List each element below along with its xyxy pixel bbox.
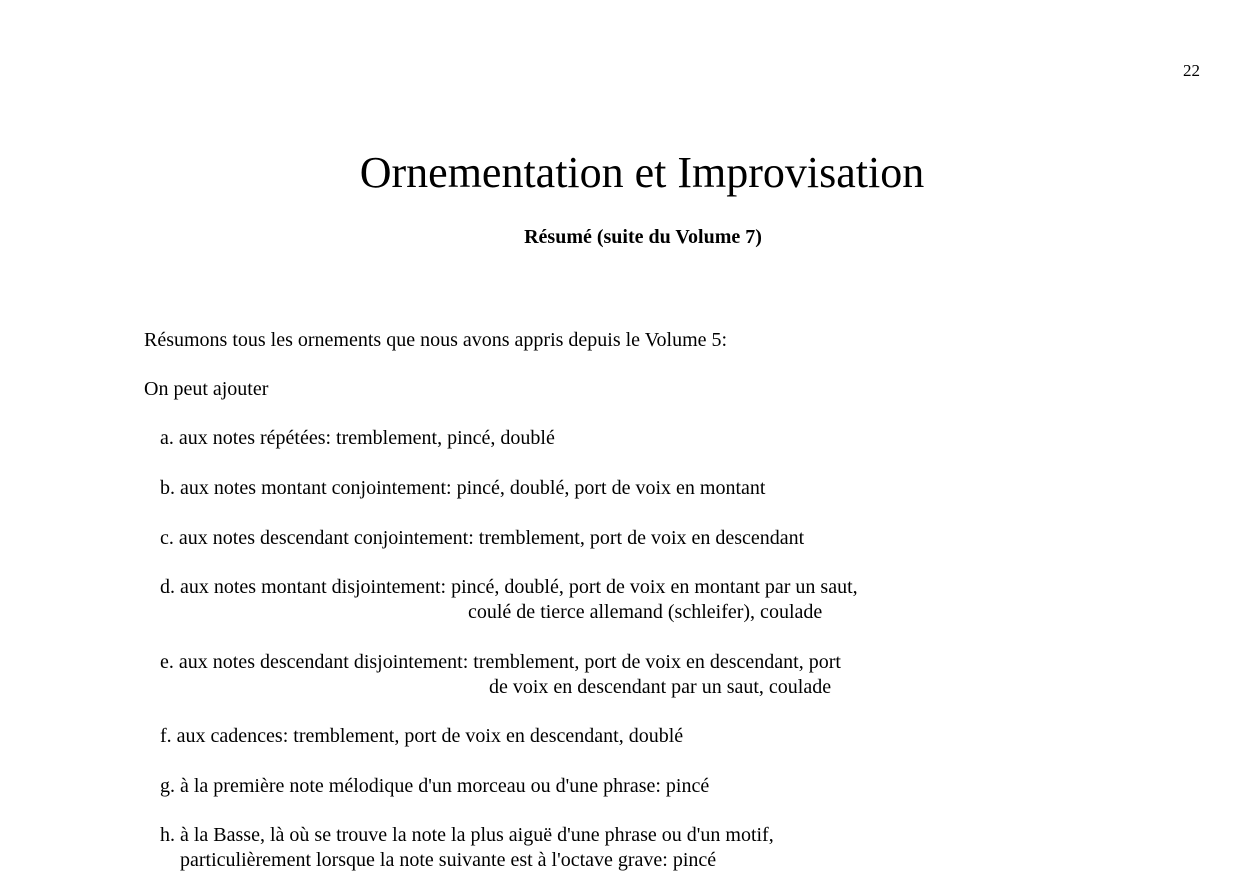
intro-paragraph: Résumons tous les ornements que nous avons appris depuis le Volume 5: (144, 329, 728, 351)
list-item-f (160, 724, 683, 749)
list-item-text: g. à la première note mélodique d'un morceau ou d'une phrase: pincé (160, 775, 710, 797)
list-item-text: h. à la Basse, là où se trouve la note la plus aiguë d'une phrase ou d'un motif, (160, 824, 774, 846)
list-item-continuation: de voix en descendant par un saut, coulade (489, 676, 832, 698)
list-item-text: e. aux notes descendant disjointement: tremblement, port de voix en descendant, port (160, 651, 841, 673)
list-item-d (160, 575, 858, 625)
list-item-h (160, 823, 774, 873)
list-item-e (160, 650, 841, 700)
list-item-g (160, 774, 709, 799)
page-subtitle: Résumé (suite du Volume 7) (524, 226, 762, 248)
page-title: Ornementation et Improvisation (359, 148, 925, 197)
list-item-text: b. aux notes montant conjointement: pincé, doublé, port de voix en montant (160, 477, 766, 499)
list-item-text: d. aux notes montant disjointement: pincé, doublé, port de voix en montant par un saut, (160, 576, 858, 598)
page-number: 22 (1183, 61, 1200, 80)
list-item-text: f. aux cadences: tremblement, port de voix en descendant, doublé (160, 725, 684, 747)
list-item-c (160, 526, 804, 551)
list-item-text: c. aux notes descendant conjointement: tremblement, port de voix en descendant (160, 527, 805, 549)
list-item-continuation: particulièrement lorsque la note suivante est à l'octave grave: pincé (180, 849, 717, 871)
list-item-continuation: coulé de tierce allemand (schleifer), coulade (468, 601, 823, 623)
list-item-text: a. aux notes répétées: tremblement, pincé, doublé (160, 427, 555, 449)
list-item-a (160, 426, 555, 451)
list-item-b (160, 476, 765, 501)
lead-paragraph: On peut ajouter (144, 378, 269, 400)
